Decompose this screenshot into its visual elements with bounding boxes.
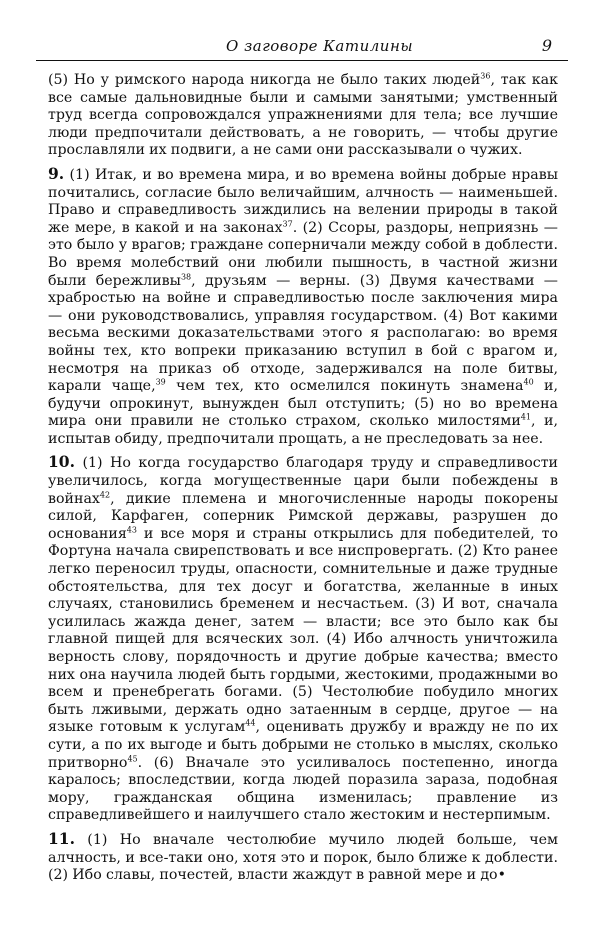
paragraph-text: , дикие племена и многочисленные народы покорены силой, Карфаген, соперник Римской державы, разрушен до основания — [48, 490, 558, 542]
footnote-ref: 37 — [282, 219, 293, 229]
paragraph-10 — [48, 453, 558, 824]
paragraph-9 — [48, 165, 558, 449]
paragraph-text: , оценивать дружбу и вражду не по их сути, а по их выгоде и быть добрыми не столько в мыслях, сколько притворно — [48, 719, 558, 771]
paragraph-text: и все моря и страны открылись для победителей, то Фортуна начала свирепствовать и все ниспровергать. (2) Кто ранее легко переносил труды, опасности, сомнительные и даже трудные обстоятельства, для тех досуг и богатства, желанные в иных случаях, становились бременем и несчастьем. (3) И вот, сначала усилилась жажда денег, затем — власти; все это было как бы главной пищей для всяческих зол. (4) Ибо алчность уничтожила верность слову, порядочность и другие добрые качества; вместо них она научила людей быть гордыми, жестокими, продажными во всем и пренебрегать богами. (5) Честолюбие побудило многих быть лживыми, держать одно затаенным в сердце, другое — на языке готовым к услугам — [48, 525, 558, 736]
paragraph-text: (1) Но вначале честолюбие мучило людей больше, чем алчность, и все-таки оно, хотя это и порок, было ближе к доблести. (2) Ибо славы, почестей, власти жаждут в равной мере и до• — [48, 831, 559, 884]
paragraph-8-5 — [48, 72, 558, 160]
paragraph-text: , друзьям — верны. (3) Двумя качествами — храбростью на войне и справедливостью после заключения мира — они руководствовались, управляя государством. (4) Вот какими весьма вескими доказательствами этого я располагаю: во время войны тех, кто вопреки приказанию вступил в бой с врагом и, несмотря на приказ об отходе, задерживался на поле битвы, карали чаще, — [48, 272, 558, 395]
footnote-ref: 36 — [480, 71, 491, 81]
paragraph-text: и, будучи опрокинут, вынужден был отступить; (5) но во времена мира они правили не столько страхом, сколько милостями — [48, 378, 558, 430]
running-title: О заговоре Катилины — [226, 37, 414, 55]
paragraph-text: (5) Но у римского народа никогда не было таких людей — [48, 72, 481, 88]
footnote-ref: 43 — [126, 525, 137, 535]
footnote-ref: 40 — [523, 377, 534, 387]
footnote-ref: 44 — [245, 718, 256, 728]
section-number: 9. — [48, 163, 65, 183]
paragraph-text: (1) Итак, и во времена мира, и во времена войны добрые нравы почитались, согласие было величайшим, алчность — наименьшей. Право и справедливость зиждились на велении природы в такой же мере, в какой и на законах — [48, 166, 558, 236]
page-body — [48, 72, 558, 890]
paragraph-text: чем тех, кто осмелился покинуть знамена — [165, 378, 524, 395]
footnote-ref: 39 — [155, 377, 166, 387]
footnote-ref: 42 — [99, 489, 111, 499]
footnote-ref: 41 — [520, 412, 531, 422]
paragraph-text: . (6) Вначале это усиливалось постепенно, иногда каралось; впоследствии, когда людей поразила зараза, подобная мору, гражданская община изменилась; правление из справедливейшего и наилучшего стало жестоким и нестерпимым. — [48, 754, 558, 824]
paragraph-text: , так как все самые дальновидные были и самыми занятыми; умственный труд всегда сопровождался упражнениями для тела; все лучшие люди предпочитали действовать, а не говорить, — чтобы другие прославляли их подвиги, а не сами они рассказывали о чужих. — [48, 72, 558, 159]
paragraph-11 — [48, 830, 558, 885]
paragraph-text: (1) Но когда государство благодаря труду и справедливости увеличилось, когда могущественные цари были побеждены в войнах — [48, 455, 558, 507]
footnote-ref: 45 — [127, 753, 138, 763]
page-number: 9 — [541, 36, 552, 55]
running-header — [36, 30, 568, 61]
section-number: 10. — [48, 452, 75, 472]
footnote-ref: 38 — [180, 271, 192, 281]
section-number: 11. — [48, 828, 75, 848]
paragraph-text: , и, испытав обиду, предпочитали прощать, а не преследовать за нее. — [48, 413, 559, 447]
paragraph-text: . (2) Ссоры, раздоры, неприязнь — это было у врагов; граждане соперничали между собой в доблести. Во время молебствий они любили пышность, в частной жизни были бережливы — [48, 219, 558, 289]
